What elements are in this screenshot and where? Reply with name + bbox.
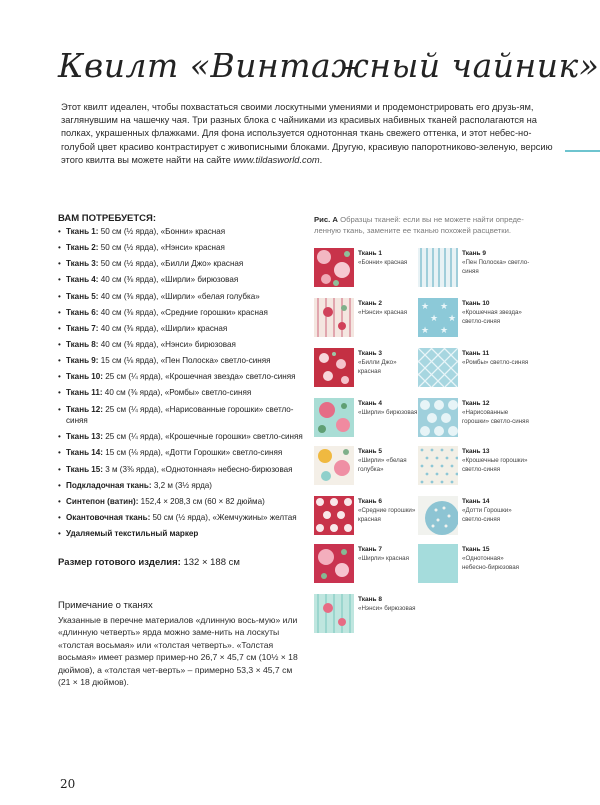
fabric-swatch-image: [418, 446, 458, 485]
material-desc: 50 см (½ ярда), «Нэнси» красная: [98, 243, 225, 253]
fabric-swatch-label: [462, 448, 530, 474]
fabric-swatch-desc: «Нэнси» бирюзовая: [358, 605, 416, 613]
fabric-swatch-image: [314, 348, 354, 387]
figure-caption-text: Образцы тканей: если вы не можете найти опреде-ленную ткань, замените ее тканью похожей расцветки.: [314, 215, 524, 235]
material-item: [58, 226, 313, 238]
fabric-swatch-name: Ткань 4: [358, 400, 382, 407]
fabric-swatch-image: [418, 544, 458, 583]
fabric-swatch: [314, 398, 354, 437]
intro-paragraph: [61, 101, 553, 167]
material-name: Ткань 10:: [66, 372, 103, 382]
fabric-swatch-label: [358, 546, 418, 564]
finished-size: [58, 557, 240, 568]
fabric-swatch: [314, 496, 354, 535]
material-desc: 25 см (¼ ярда), «Крошечные горошки» светло-синяя: [103, 432, 303, 442]
fabric-swatch-desc: «Ширли» красная: [358, 555, 409, 563]
fabric-swatch-image: [314, 446, 354, 485]
fabric-swatch-desc: «Средние горошки» красная: [358, 507, 416, 523]
page-title: Квилт «Винтажный чайник»: [58, 46, 600, 85]
accent-rule: [565, 150, 600, 152]
fabric-swatch-image: [314, 398, 354, 437]
material-desc: 15 см (⅛ ярда), «Пен Полоска» светло-синяя: [98, 356, 271, 366]
fabric-swatch-label: [462, 250, 530, 276]
material-desc: 40 см (⅜ ярда), «Ширли» бирюзовая: [98, 275, 239, 285]
material-desc: 40 см (⅜ ярда), «Ромбы» светло-синяя: [102, 388, 252, 398]
material-name: Ткань 7:: [66, 323, 99, 333]
material-item: [58, 242, 313, 254]
fabric-swatch-desc: «Ширли» бирюзовая: [358, 409, 418, 417]
finished-size-label: Размер готового изделия:: [58, 557, 181, 568]
materials-heading: ВАМ ПОТРЕБУЕТСЯ:: [58, 213, 156, 224]
fabric-swatch-image: [314, 594, 354, 633]
material-desc: 15 см (⅛ ярда), «Дотти Горошки» светло-синяя: [103, 448, 283, 458]
fabric-swatch-image: [418, 398, 458, 437]
fabric-swatch: [314, 298, 354, 337]
material-name: Подкладочная ткань:: [66, 480, 152, 490]
fabric-swatch-name: Ткань 15: [462, 546, 490, 553]
fabric-swatch-image: [418, 248, 458, 287]
material-desc: 40 см (⅜ ярда), «Ширли» «белая голубка»: [98, 291, 260, 301]
material-name: Ткань 4:: [66, 275, 99, 285]
fabric-swatch-desc: «Дотти Горошки» светло-синяя: [462, 507, 512, 523]
fabric-swatch-name: Ткань 8: [358, 596, 382, 603]
fabric-swatch-label: [358, 300, 418, 318]
material-item: [58, 355, 313, 367]
fabric-swatch-name: Ткань 10: [462, 300, 490, 307]
fabric-swatch-desc: «Однотонная» небесно-бирюзовая: [462, 555, 520, 571]
fabric-swatch-label: [462, 300, 530, 326]
material-item: [58, 291, 313, 303]
material-desc: 25 см (¼ ярда), «Нарисованные горошки» светло-синяя: [66, 404, 294, 426]
fabric-swatch-label: [358, 400, 418, 418]
material-name: Ткань 8:: [66, 339, 99, 349]
fabric-swatch-image: [418, 298, 458, 337]
fabric-swatch-name: Ткань 3: [358, 350, 382, 357]
fabric-swatch-image: [418, 348, 458, 387]
fabric-swatch-desc: «Крошечные горошки» светло-синяя: [462, 457, 528, 473]
material-desc: 50 см (½ ярда), «Жемчужины» желтая: [150, 512, 297, 522]
svg-text:★: ★: [421, 302, 430, 312]
finished-size-value: 132 × 188 см: [180, 557, 240, 568]
fabric-swatch-image: [314, 298, 354, 337]
fabric-swatch-name: Ткань 12: [462, 400, 490, 407]
fabric-swatch-desc: «Крошечная звезда» светло-синяя: [462, 309, 522, 325]
fabric-swatch-name: Ткань 14: [462, 498, 490, 505]
fabric-swatch-name: Ткань 11: [462, 350, 490, 357]
material-desc: 25 см (¼ ярда), «Крошечная звезда» светло-синяя: [103, 372, 296, 382]
fabric-swatch: [314, 446, 354, 485]
fabric-swatch: [418, 298, 458, 337]
svg-text:★: ★: [440, 326, 449, 336]
fabric-swatch-label: [462, 498, 530, 524]
material-name: Ткань 2:: [66, 243, 99, 253]
material-item: [58, 307, 313, 319]
material-name: Ткань 6:: [66, 307, 99, 317]
fabric-swatch-image: [314, 544, 354, 583]
fabric-swatch: [418, 248, 458, 287]
fabric-swatch-name: Ткань 9: [462, 250, 486, 257]
fabric-swatch-desc: «Ромбы» светло-синяя: [462, 359, 529, 367]
material-item: [58, 404, 313, 427]
fabric-swatch-desc: «Нэнси» красная: [358, 309, 408, 317]
material-desc: 40 см (⅜ ярда), «Нэнси» бирюзовая: [98, 339, 236, 349]
fabric-swatch: [314, 594, 354, 633]
material-name: Удаляемый текстильный маркер: [66, 529, 199, 539]
figure-caption: [314, 215, 549, 236]
fabric-swatch: [418, 496, 458, 535]
material-item: [58, 387, 313, 399]
intro-text: Этот квилт идеален, чтобы похвастаться своими лоскутными умениями и продемонстрировать его друзь-ям, заглянувшим на чашечку чая. Три разных блока с чайниками из красивых набивных тканей располагаются на полках, украшенных флажками. Для фона используется однотонная ткань свежего оттенка, и этот небес-но-голубой цвет красиво контрастирует с живописными блоками. Другую, красивую папоротниково-зеленую, версию этого квилта вы можете найти на сайте: [61, 102, 553, 165]
fabric-swatch-desc: «Билли Джо» красная: [358, 359, 397, 375]
figure-label: Рис. А: [314, 215, 338, 224]
fabric-swatch-name: Ткань 13: [462, 448, 490, 455]
material-item: [58, 339, 313, 351]
intro-end: .: [319, 154, 323, 165]
material-item: [58, 480, 313, 492]
fabric-swatch-label: [462, 400, 530, 426]
note-heading: Примечание о тканях: [58, 600, 153, 611]
material-item: [58, 431, 313, 443]
fabric-swatch: [314, 348, 354, 387]
fabric-swatch-name: Ткань 1: [358, 250, 382, 257]
fabric-swatch-desc: «Бонни» красная: [358, 259, 408, 267]
fabric-swatch-image: [314, 248, 354, 287]
material-item: [58, 496, 313, 508]
fabric-swatch-name: Ткань 2: [358, 300, 382, 307]
material-desc: 40 см (⅜ ярда), «Средние горошки» красная: [98, 307, 268, 317]
material-desc: 3,2 м (3½ ярда): [151, 480, 212, 490]
material-name: Окантовочная ткань:: [66, 512, 151, 522]
material-name: Ткань 13:: [66, 432, 103, 442]
fabric-swatch-name: Ткань 6: [358, 498, 382, 505]
material-desc: 40 см (⅜ ярда), «Ширли» красная: [98, 323, 228, 333]
material-name: Ткань 1:: [66, 227, 99, 236]
material-item: [58, 258, 313, 270]
material-name: Ткань 12:: [66, 404, 103, 414]
material-item: [58, 512, 313, 524]
fabric-swatch-label: [358, 350, 418, 376]
material-item: [58, 464, 313, 476]
fabric-swatch-desc: «Ширли» «белая голубка»: [358, 457, 407, 473]
material-name: Ткань 5:: [66, 291, 99, 301]
material-name: Ткань 11:: [66, 388, 103, 398]
material-desc: 152,4 × 208,3 см (60 × 82 дюйма): [138, 496, 265, 506]
svg-text:★: ★: [440, 302, 449, 312]
material-name: Ткань 14:: [66, 448, 103, 458]
fabric-swatch-desc: «Нарисованные горошки» светло-синяя: [462, 409, 529, 425]
material-item: [58, 274, 313, 286]
materials-list: [58, 226, 313, 544]
material-item: [58, 323, 313, 335]
fabric-swatch: [418, 398, 458, 437]
fabric-swatch: [418, 446, 458, 485]
material-desc: 50 см (½ ярда), «Бонни» красная: [98, 227, 226, 236]
svg-text:★: ★: [448, 314, 457, 324]
material-desc: 50 см (½ ярда), «Билли Джо» красная: [98, 259, 244, 269]
fabric-swatch-image: [418, 496, 458, 535]
fabric-swatch-label: [462, 350, 530, 368]
material-name: Синтепон (ватин):: [66, 496, 139, 506]
material-item: [58, 528, 313, 540]
fabric-swatch-name: Ткань 5: [358, 448, 382, 455]
material-item: [58, 371, 313, 383]
fabric-swatch: [418, 348, 458, 387]
material-name: Ткань 3:: [66, 259, 99, 269]
fabric-swatch-label: [358, 448, 418, 474]
fabric-swatch: [314, 544, 354, 583]
website-link[interactable]: www.tildasworld.com: [233, 154, 320, 165]
fabric-swatch-label: [358, 498, 418, 524]
fabric-swatch-desc: «Пен Полоска» светло-синяя: [462, 259, 530, 275]
fabric-swatch-label: [358, 596, 418, 614]
material-name: Ткань 9:: [66, 356, 99, 366]
material-name: Ткань 15:: [66, 464, 103, 474]
fabric-swatch-label: [358, 250, 418, 268]
material-item: [58, 447, 313, 459]
svg-text:★: ★: [421, 326, 430, 336]
svg-text:★: ★: [430, 314, 439, 324]
fabric-swatch: [418, 544, 458, 583]
fabric-swatch-image: [314, 496, 354, 535]
fabric-swatch-label: [462, 546, 530, 572]
fabric-swatch-name: Ткань 7: [358, 546, 382, 553]
fabric-swatch: [314, 248, 354, 287]
material-desc: 3 м (3⅜ ярда), «Однотонная» небесно-бирюзовая: [103, 464, 293, 474]
note-text: Указанные в перечне материалов «длинную вось-мую» или «длинную четверть» ярда можно заме-нить на лоскуты «толстая восьмая» или «толстая четверть». «Толстая восьмая» имеет размер пример-но 26,7 × 45,7 см (10½ × 18 дюймов), а «толстая чет-верть» – примерно 53,3 × 45,7 см (21 × 18 дюймов).: [58, 615, 298, 688]
page-number: 20: [60, 777, 76, 791]
